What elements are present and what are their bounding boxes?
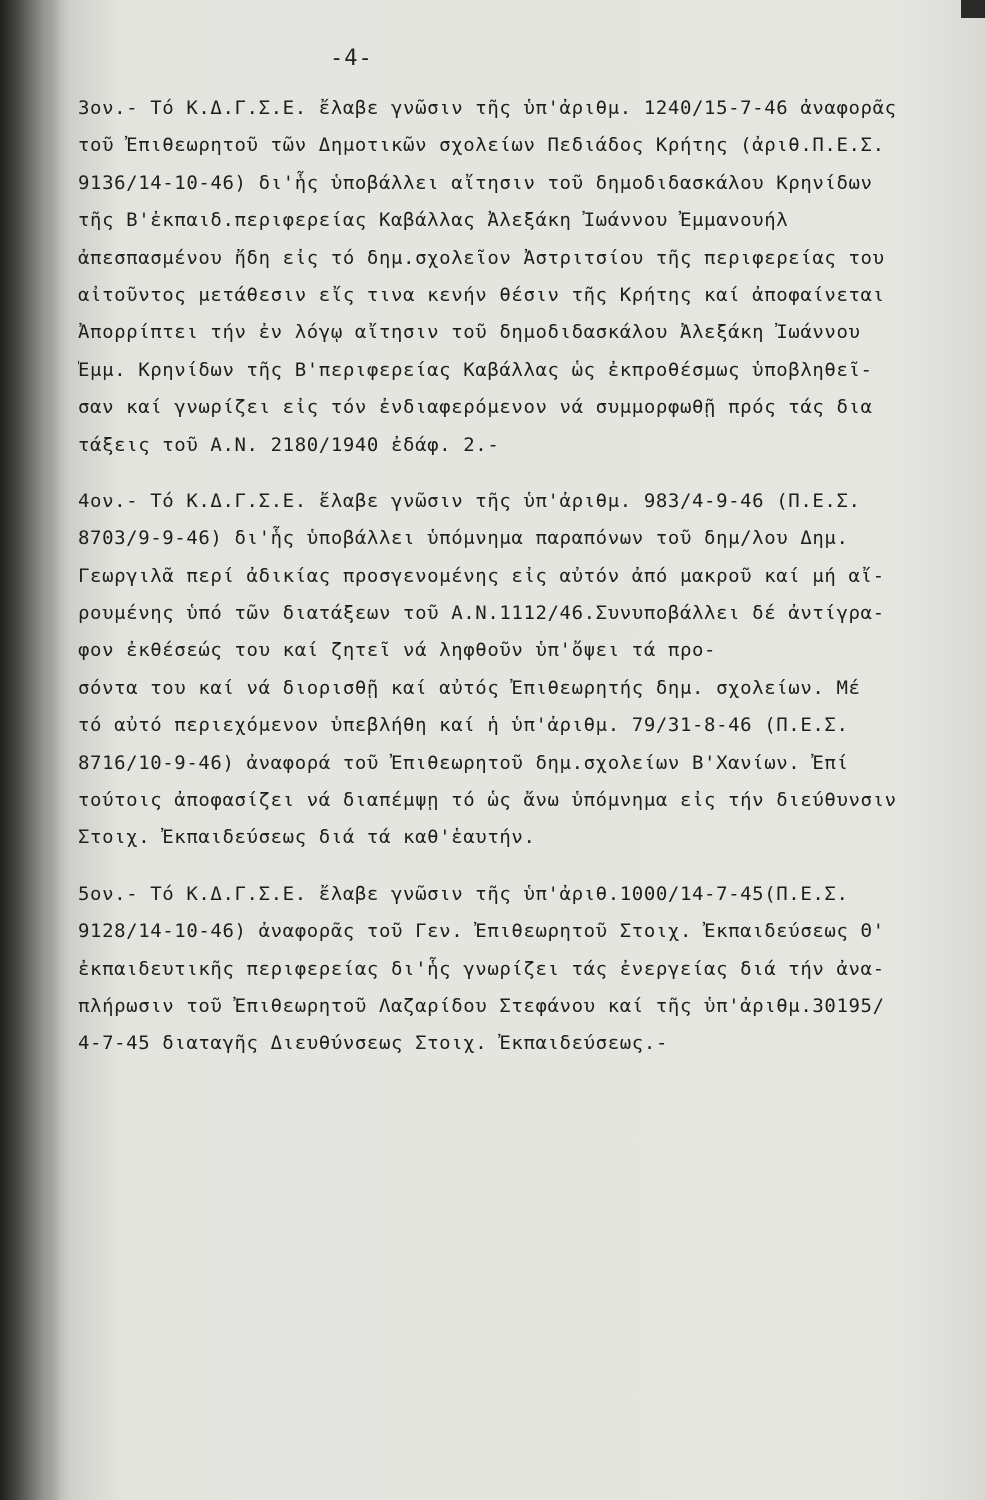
text-line: φον ἐκθέσεώς του καί ζητεῖ νά ληφθοῦν ὑπ'ὄψει τά προ- [78, 639, 717, 662]
paragraph-gap [78, 464, 963, 483]
paragraph-gap [78, 857, 963, 876]
binding-shadow [0, 0, 60, 1500]
page-number: -4- [330, 46, 373, 71]
text-line: ρουμένης ὑπό τῶν διατάξεων τοῦ Α.Ν.1112/46.Συνυποβάλλει δέ ἀντίγρα- [78, 602, 885, 625]
text-line: 5ον.- Τό Κ.Δ.Γ.Σ.Ε. ἔλαβε γνῶσιν τῆς ὑπ'ἀριθ.1000/14-7-45(Π.Ε.Σ. [78, 882, 849, 905]
text-line: τό αὐτό περιεχόμενον ὑπεβλήθη καί ἡ ὑπ'ἀριθμ. 79/31-8-46 (Π.Ε.Σ. [78, 714, 849, 737]
text-line: σαν καί γνωρίζει εἰς τόν ἐνδιαφερόμενον νά συμμορφωθῇ πρός τάς δια [78, 396, 873, 419]
text-line: τούτοις ἀποφασίζει νά διαπέμψῃ τό ὡς ἄνω ὑπόμνημα εἰς τήν διεύθυνσιν [78, 789, 897, 812]
text-line: 9136/14-10-46) δι'ἧς ὑποβάλλει αἴτησιν τοῦ δημοδιδασκάλου Κρηνίδων [78, 171, 873, 194]
text-line: 3ον.- Τό Κ.Δ.Γ.Σ.Ε. ἔλαβε γνῶσιν τῆς ὑπ'ἀριθμ. 1240/15-7-46 ἀναφορᾶς [78, 97, 897, 119]
paragraph-5 [78, 876, 963, 1063]
text-line: ἐκπαιδευτικῆς περιφερείας δι'ἧς γνωρίζει τάς ἐνεργείας διά τήν ἀνα- [78, 957, 885, 980]
paragraph-3 [78, 90, 963, 464]
text-line: 8716/10-9-46) ἀναφορά τοῦ Ἐπιθεωρητοῦ δημ.σχολείων Β'Χανίων. Ἐπί [78, 751, 849, 774]
text-line: 8703/9-9-46) δι'ἧς ὑποβάλλει ὑπόμνημα παραπόνων τοῦ δημ/λου Δημ. [78, 527, 849, 550]
text-line: αἰτοῦντος μετάθεσιν εἴς τινα κενήν θέσιν τῆς Κρήτης καί ἀποφαίνεται [78, 283, 885, 306]
paragraph-4 [78, 483, 963, 857]
text-line: Ἀπορρίπτει τήν ἐν λόγῳ αἴτησιν τοῦ δημοδιδασκάλου Ἀλεξάκη Ἰωάννου [78, 321, 861, 344]
text-line: πλήρωσιν τοῦ Ἐπιθεωρητοῦ Λαζαρίδου Στεφάνου καί τῆς ὑπ'ἀριθμ.30195/ [78, 994, 885, 1017]
text-line: τῆς Β'ἐκπαιδ.περιφερείας Καβάλλας Ἀλεξάκη Ἰωάννου Ἐμμανουήλ [78, 209, 789, 232]
text-line: 4ον.- Τό Κ.Δ.Γ.Σ.Ε. ἔλαβε γνῶσιν τῆς ὑπ'ἀριθμ. 983/4-9-46 (Π.Ε.Σ. [78, 489, 861, 512]
text-line: Ἐμμ. Κρηνίδων τῆς Β'περιφερείας Καβάλλας ὡς ἐκπροθέσμως ὑποβληθεῖ- [78, 358, 873, 381]
text-line: 4-7-45 διαταγῆς Διευθύνσεως Στοιχ. Ἐκπαιδεύσεως.- [78, 1032, 668, 1055]
text-line: 9128/14-10-46) ἀναφορᾶς τοῦ Γεν. Ἐπιθεωρητοῦ Στοιχ. Ἐκπαιδεύσεως Θ' [78, 920, 885, 943]
page-corner [961, 0, 985, 18]
document-text [78, 90, 963, 1063]
text-line: Στοιχ. Ἐκπαιδεύσεως διά τά καθ'ἑαυτήν. [78, 826, 536, 849]
text-line: ἀπεσπασμένου ἤδη εἰς τό δημ.σχολεῖον Ἀστριτσίου τῆς περιφερείας του [78, 246, 885, 269]
text-line: σόντα του καί νά διορισθῇ καί αὐτός Ἐπιθεωρητής δημ. σχολείων. Μέ [78, 676, 861, 699]
text-line: Γεωργιλᾶ περί ἀδικίας προσγενομένης εἰς αὐτόν ἀπό μακροῦ καί μή αἴ- [78, 564, 885, 587]
text-line: τοῦ Ἐπιθεωρητοῦ τῶν Δημοτικῶν σχολείων Πεδιάδος Κρήτης (ἀριθ.Π.Ε.Σ. [78, 134, 885, 157]
text-line: τάξεις τοῦ Α.Ν. 2180/1940 ἐδάφ. 2.- [78, 433, 500, 456]
